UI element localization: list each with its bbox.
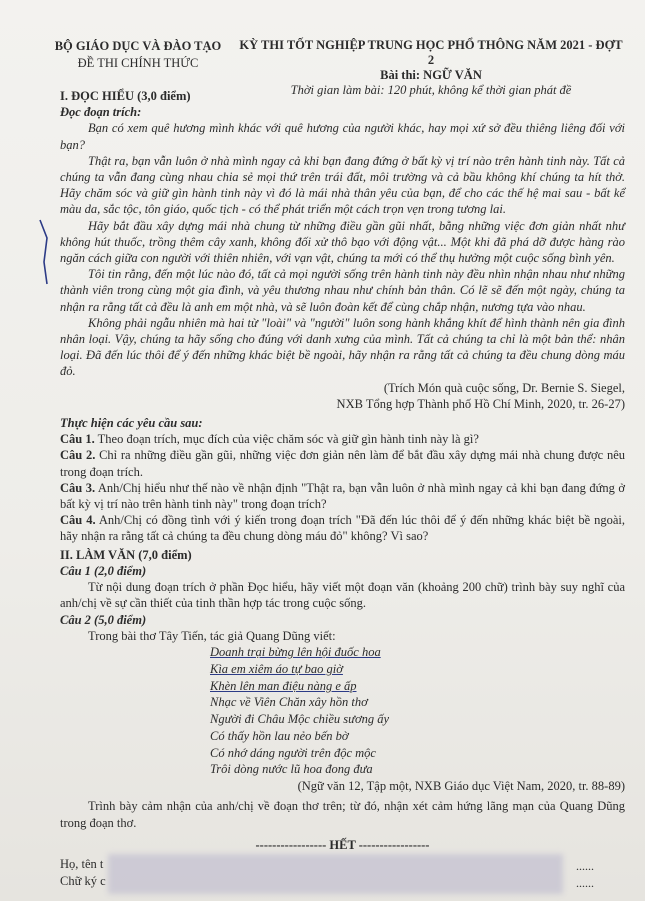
question-label: Câu 4.	[60, 513, 96, 528]
question-label: Câu 2.	[60, 448, 96, 463]
poem-line: Trôi dòng nước lũ hoa đong đưa	[210, 762, 373, 777]
question-1	[60, 431, 625, 447]
question-2	[60, 447, 625, 479]
question-text: Anh/Chị có đồng tình với ý kiến trong đoạn trích "Đã đến lúc thôi để ý đến những khác biệt bề ngoài, hãy nhận ra rằng tất cả chúng ta đều chung dòng máu đỏ" không? Vì sao?	[60, 513, 625, 544]
writing-q1-label: Câu 1 (2,0 điểm)	[60, 563, 147, 578]
question-label: Câu 1.	[60, 432, 95, 447]
ministry-name: BỘ GIÁO DỤC VÀ ĐÀO TẠO	[54, 39, 222, 53]
poem	[210, 644, 625, 778]
poem-line: Khèn lên man điệu nàng e ấp	[210, 678, 357, 693]
question-3	[60, 480, 625, 512]
question-text: Theo đoạn trích, mục đích của việc chăm sóc và giữ gìn hành tinh này là gì?	[97, 432, 479, 447]
writing-q2-label: Câu 2 (5,0 điểm)	[60, 612, 147, 627]
question-text: Anh/Chị hiểu như thế nào về nhận định "Thật ra, bạn vẫn luôn ở nhà mình ngay cả khi bạn đang đứng ở bất kỳ vị trí nào trên hành tinh này" trong đoạn trích?	[60, 480, 625, 512]
sign-field-label: Chữ ký c	[60, 874, 106, 888]
footer-dots	[576, 858, 594, 892]
citation-line-1: (Trích Món quà cuộc sống, Dr. Bernie S. Siegel,	[383, 380, 625, 395]
passage-paragraph: Bạn có xem quê hương mình khác với quê hương của người khác, hay mọi xứ sở đều thiêng liêng đối với bạn?	[60, 121, 625, 152]
header-left	[38, 38, 238, 72]
exam-body	[60, 88, 625, 853]
time-label: Thời gian làm bài: 120 phút, không kể thời gian phát đề	[290, 83, 572, 97]
poem-line: Doanh trại bừng lên hội đuốc hoa	[210, 644, 381, 659]
official-label: ĐỀ THI CHÍNH THỨC	[77, 56, 199, 70]
passage-paragraph: Không phải ngẫu nhiên mà hai từ "loài" và "người" luôn song hành khắng khít để hình thành nên gia đình nhân loại. Vậy, chúng ta hãy sống cho đúng với danh xưng của mình. Tất cả chúng ta chỉ là một bản thể: nhân loại. Đã đến lúc thôi để ý đến những khác biệt bề ngoài, hãy nhận ra rằng tất cả chúng ta đều chung dòng máu đỏ.	[60, 315, 625, 379]
reading-sub: Đọc đoạn trích:	[60, 105, 142, 120]
subject-label: Bài thi: NGỮ VĂN	[380, 68, 482, 82]
passage-paragraph: Hãy bắt đầu xây dựng mái nhà chung từ những điều gần gũi nhất, bằng những việc đơn giản nhất như không hút thuốc, trồng thêm cây xanh, không đối xử thô bạo với động vật... Một khi đã phá dỡ được hàng rào ngăn cách giữa con người với thiên nhiên, với vạn vật, chúng ta mới có thể thụ hưởng một cuộc sống bình yên.	[60, 218, 625, 266]
end-marker: ----------------- HẾT -----------------	[255, 837, 430, 852]
exam-title: KỲ THI TỐT NGHIỆP TRUNG HỌC PHỔ THÔNG NĂM 2021 - ĐỢT 2	[239, 38, 623, 67]
tasks-heading: Thực hiện các yêu cầu sau:	[60, 416, 203, 431]
poem-line: Có thấy hồn lau nẻo bến bờ	[210, 728, 349, 743]
citation-line-2: NXB Tổng hợp Thành phố Hồ Chí Minh, 2020, tr. 26-27)	[336, 396, 625, 411]
poem-line: Có nhớ dáng người trên độc mộc	[210, 745, 376, 760]
reading-heading: I. ĐỌC HIỂU (3,0 điểm)	[60, 89, 191, 103]
poem-line: Kìa em xiêm áo tự bao giờ	[210, 661, 343, 676]
question-text: Chỉ ra những điều gần gũi, những việc đơn giản nên làm để bắt đầu xây dựng mái nhà chung được nêu trong đoạn trích.	[60, 448, 625, 479]
poem-line: Nhạc về Viên Chăn xây hồn thơ	[210, 695, 368, 710]
margin-bracket-mark	[40, 220, 47, 284]
passage-paragraph: Tôi tin rằng, đến một lúc nào đó, tất cả mọi người sống trên hành tinh này đều nhìn nhận nhau như những thành viên trong cùng một gia đình, và yêu thương nhau như chính bản thân. Có lẽ sẽ đến một ngày, chúng ta nhận ra rằng tất cả đều là anh em một nhà, và sẽ luôn đoàn kết để cùng chắp nhận, nương tựa vào nhau.	[60, 267, 625, 314]
writing-task: Trình bày cảm nhận của anh/chị về đoạn thơ trên; từ đó, nhận xét cảm hứng lãng mạn của Quang Dũng trong đoạn thơ.	[60, 799, 625, 830]
name-field-label: Họ, tên t	[60, 857, 104, 871]
writing-heading: II. LÀM VĂN (7,0 điểm)	[60, 547, 192, 562]
redacted-area	[108, 854, 563, 894]
question-4	[60, 512, 625, 544]
footer-fields	[60, 856, 106, 890]
writing-q2-intro: Trong bài thơ Tây Tiến, tác giả Quang Dũng viết:	[88, 628, 336, 643]
poem-line: Người đi Châu Mộc chiều sương ấy	[210, 712, 390, 727]
dots-line: ......	[576, 859, 594, 873]
dots-line: ......	[576, 876, 594, 890]
writing-q1-text: Từ nội dung đoạn trích ở phần Đọc hiểu, hãy viết một đoạn văn (khoảng 200 chữ) trình bày suy nghĩ của anh/chị về sự cần thiết của tinh thần hợp tác trong cuộc sống.	[60, 580, 625, 611]
poem-source: (Ngữ văn 12, Tập một, NXB Giáo dục Việt Nam, 2020, tr. 88-89)	[297, 779, 625, 794]
passage-paragraph: Thật ra, bạn vẫn luôn ở nhà mình ngay cả khi bạn đang đứng ở bất kỳ vị trí nào trên hành tinh này. Tất cả chúng ta vẫn đang cùng nhau chia sẻ mọi thứ trên trái đất, môi trường và cả bầu không khí chúng ta hít thở. Hãy chăm sóc và giữ gìn hành tinh này vì đó là mái nhà thân yêu của bạn, để cho các thế hệ mai sau - bất kể màu da, sắc tộc, tôn giáo, quốc tịch - có thể phát triển một cách trọn vẹn trong tương lai.	[60, 153, 625, 217]
question-label: Câu 3.	[60, 480, 96, 495]
